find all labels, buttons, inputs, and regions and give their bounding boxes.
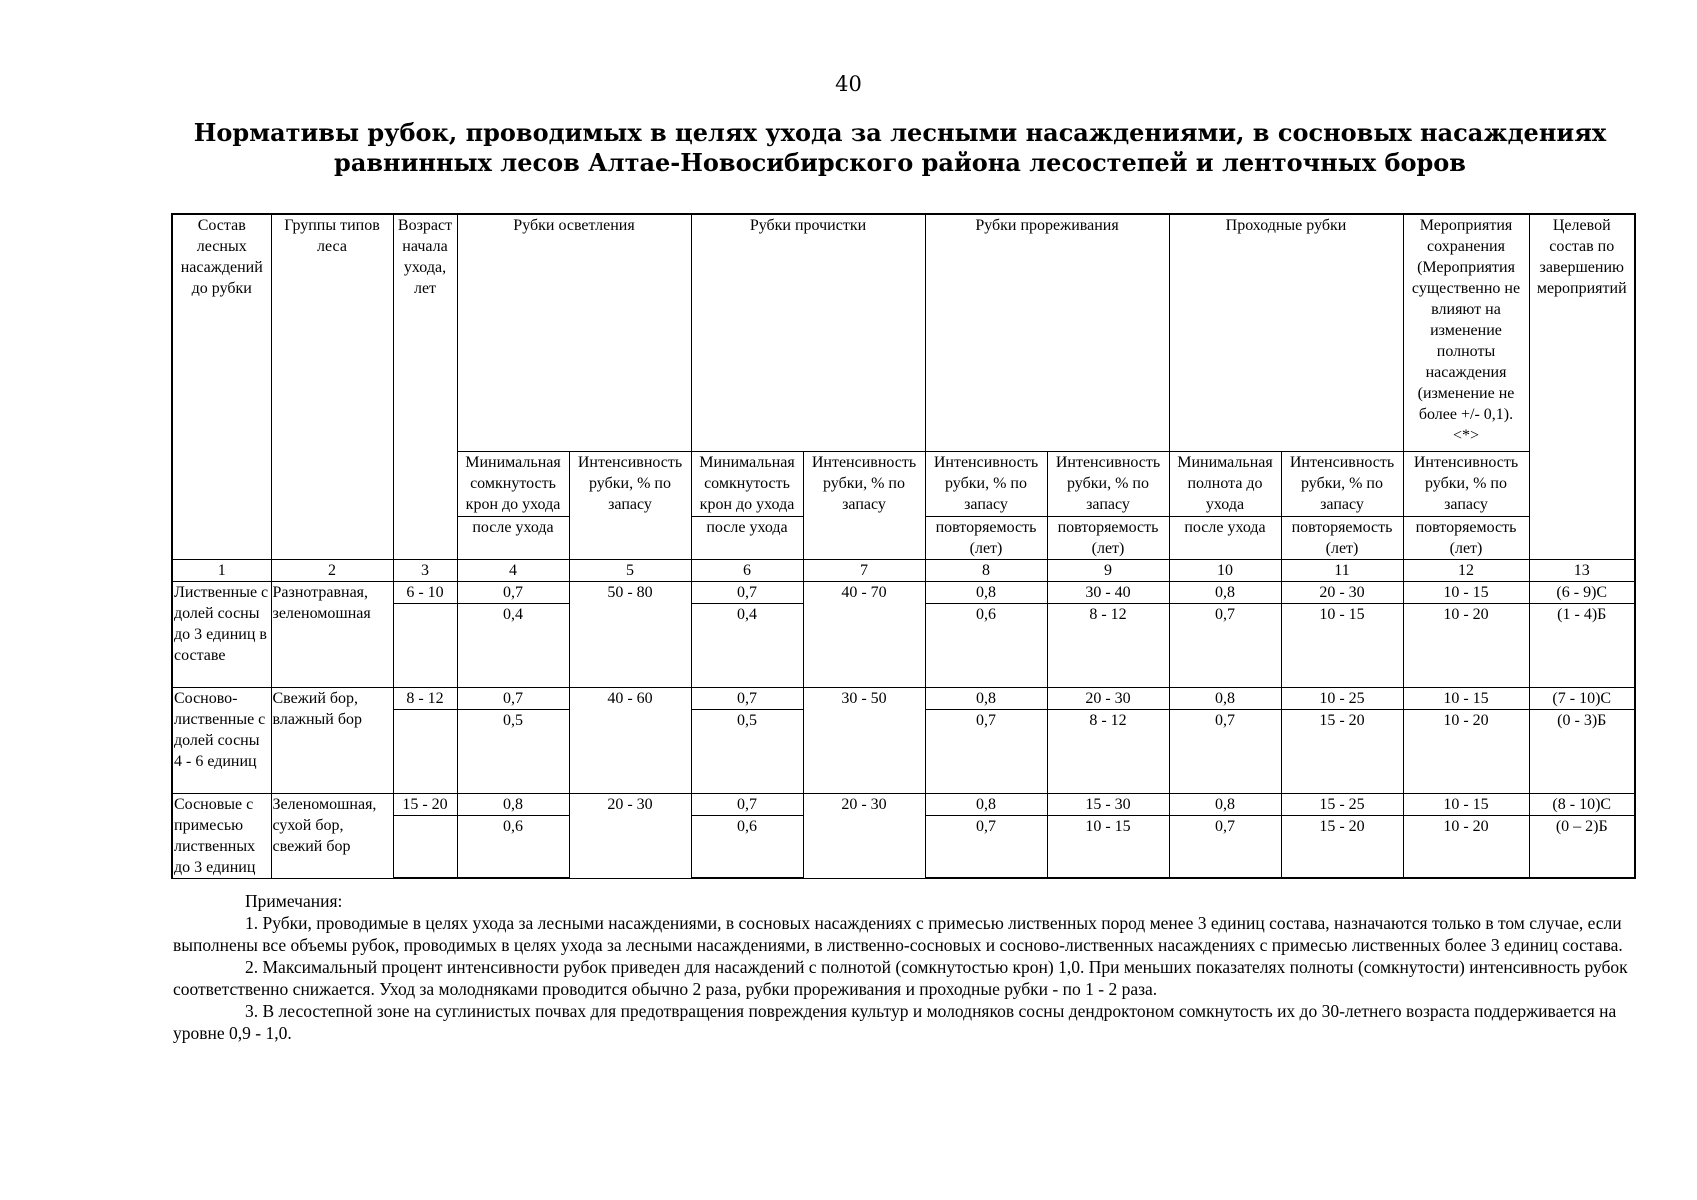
table-cell: (6 - 9)С — [1529, 581, 1635, 603]
header-after-care: после ухода — [1169, 516, 1281, 559]
header-intensity: Интенсивность рубки, % по запасу — [1281, 451, 1403, 516]
table-cell: (8 - 10)С — [1529, 793, 1635, 815]
notes — [173, 890, 1628, 1044]
table-cell: 30 - 50 — [803, 687, 925, 793]
table-cell: 40 - 70 — [803, 581, 925, 687]
table-cell: 0,7 — [457, 687, 569, 709]
start-age-cell — [393, 815, 457, 878]
table-cell: 10 - 15 — [1403, 793, 1529, 815]
header-repeat: повторяемость (лет) — [1281, 516, 1403, 559]
note-1: 1. Рубки, проводимые в целях ухода за лесными насаждениями, в сосновых насаждениях с примесью лиственных пород менее 3 единиц состава, назначаются только в том случае, если выполнены все объемы рубок, проводимых в целях ухода за лесными насаждениями, в лиственно-сосновых и сосново-лиственных насаждениях с примесью лиственных более 3 единиц состава. — [173, 913, 1623, 955]
header-start-age: Возраст начала ухода, лет — [393, 214, 457, 559]
header-target-composition: Целевой состав по завершению мероприятий — [1529, 214, 1635, 559]
start-age-cell — [393, 709, 457, 793]
header-intensity: Интенсивность рубки, % по запасу — [1047, 451, 1169, 516]
table-cell: 0,7 — [457, 581, 569, 603]
table-cell: (7 - 10)С — [1529, 687, 1635, 709]
column-number: 8 — [925, 559, 1047, 581]
composition-cell: Сосновые с примесью лиственных до 3 единиц — [172, 793, 271, 878]
header-after-care: после ухода — [457, 516, 569, 559]
column-number: 7 — [803, 559, 925, 581]
table-cell: 0,4 — [691, 603, 803, 687]
table-cell: 8 - 12 — [1047, 603, 1169, 687]
column-number: 9 — [1047, 559, 1169, 581]
table-cell: 0,7 — [925, 815, 1047, 878]
column-number: 10 — [1169, 559, 1281, 581]
title-line-2: равнинных лесов Алтае-Новосибирского района лесостепей и ленточных боров — [334, 148, 1466, 177]
composition-cell: Сосново-лиственные с долей сосны 4 - 6 единиц — [172, 687, 271, 793]
header-intensity: Интенсивность рубки, % по запасу — [803, 451, 925, 559]
header-intensity: Интенсивность рубки, % по запасу — [569, 451, 691, 559]
page-number: 40 — [835, 72, 862, 96]
header-intensity: Интенсивность рубки, % по запасу — [925, 451, 1047, 516]
start-age-cell — [393, 603, 457, 687]
table-cell: 40 - 60 — [569, 687, 691, 793]
column-number: 13 — [1529, 559, 1635, 581]
table-cell: (0 – 2)Б — [1529, 815, 1635, 878]
table-cell: 0,8 — [925, 687, 1047, 709]
forest-type-cell: Зеленомошная, сухой бор, свежий бор — [271, 793, 393, 878]
table-cell: 0,8 — [1169, 581, 1281, 603]
header-repeat: повторяемость (лет) — [1403, 516, 1529, 559]
table-cell: (0 - 3)Б — [1529, 709, 1635, 793]
table-cell: 10 - 20 — [1403, 603, 1529, 687]
table-cell: 10 - 15 — [1403, 687, 1529, 709]
table-cell: 0,8 — [1169, 793, 1281, 815]
table-cell: 10 - 15 — [1281, 603, 1403, 687]
table-cell: 20 - 30 — [569, 793, 691, 878]
header-min-closure: Минимальная сомкнутость крон до ухода — [691, 451, 803, 516]
table-cell: 0,6 — [457, 815, 569, 878]
table-cell: 50 - 80 — [569, 581, 691, 687]
column-number: 4 — [457, 559, 569, 581]
table-cell: 20 - 30 — [803, 793, 925, 878]
table-cell: 0,6 — [925, 603, 1047, 687]
table-cell: 0,6 — [691, 815, 803, 878]
table-cell: 30 - 40 — [1047, 581, 1169, 603]
table-cell: 0,7 — [1169, 603, 1281, 687]
header-intensity: Интенсивность рубки, % по запасу — [1403, 451, 1529, 516]
column-number: 11 — [1281, 559, 1403, 581]
table-cell: 0,7 — [1169, 815, 1281, 878]
table-cell: 0,7 — [1169, 709, 1281, 793]
table-cell: 15 - 20 — [1281, 815, 1403, 878]
header-min-density: Минимальная полнота до ухода — [1169, 451, 1281, 516]
table-cell: 10 - 15 — [1403, 581, 1529, 603]
header-repeat: повторяемость (лет) — [1047, 516, 1169, 559]
table-cell: 10 - 20 — [1403, 815, 1529, 878]
start-age-cell: 8 - 12 — [393, 687, 457, 709]
start-age-cell: 15 - 20 — [393, 793, 457, 815]
note-2: 2. Максимальный процент интенсивности рубок приведен для насаждений с полнотой (сомкнутостью крон) 1,0. При меньших показателях полноты (сомкнутости) интенсивность рубок соответственно снижается. Уход за молодняками проводится обычно 2 раза, рубки прореживания и проходные рубки - по 1 - 2 раза. — [173, 957, 1628, 999]
column-number: 1 — [172, 559, 271, 581]
header-group-prorezhivanie: Рубки прореживания — [925, 214, 1169, 451]
table-cell: 20 - 30 — [1047, 687, 1169, 709]
header-group-prohodnye: Проходные рубки — [1169, 214, 1403, 451]
table-cell: 0,7 — [691, 793, 803, 815]
table-cell: 10 - 20 — [1403, 709, 1529, 793]
composition-cell: Лиственные с долей сосны до 3 единиц в составе — [172, 581, 271, 687]
table-cell: 0,4 — [457, 603, 569, 687]
table-cell: 0,5 — [691, 709, 803, 793]
table-cell: 8 - 12 — [1047, 709, 1169, 793]
table-cell: 0,8 — [457, 793, 569, 815]
table-cell: 0,7 — [691, 581, 803, 603]
table-cell: 0,7 — [925, 709, 1047, 793]
table-cell: 15 - 30 — [1047, 793, 1169, 815]
table-cell: 20 - 30 — [1281, 581, 1403, 603]
header-after-care: после ухода — [691, 516, 803, 559]
header-group-prochistka: Рубки прочистки — [691, 214, 925, 451]
table-cell: 0,7 — [691, 687, 803, 709]
column-number: 6 — [691, 559, 803, 581]
forest-type-cell: Разнотравная, зеленомошная — [271, 581, 393, 687]
header-group-osvetlenie: Рубки осветления — [457, 214, 691, 451]
note-3: 3. В лесостепной зоне на суглинистых почвах для предотвращения повреждения культур и молодняков сосны дендроктоном сомкнутость их до 30-летнего возраста поддерживается на уровне 0,9 - 1,0. — [173, 1001, 1617, 1043]
column-number: 12 — [1403, 559, 1529, 581]
header-preservation: Мероприятия сохранения (Мероприятия существенно не влияют на изменение полноты насаждения (изменение не более +/- 0,1). <*> — [1403, 214, 1529, 451]
document-title — [170, 118, 1630, 178]
table-cell: 15 - 20 — [1281, 709, 1403, 793]
table-cell: 0,5 — [457, 709, 569, 793]
column-number: 3 — [393, 559, 457, 581]
header-composition: Состав лесных насаждений до рубки — [172, 214, 271, 559]
start-age-cell: 6 - 10 — [393, 581, 457, 603]
table-cell: 10 - 25 — [1281, 687, 1403, 709]
column-number: 5 — [569, 559, 691, 581]
table-cell: 10 - 15 — [1047, 815, 1169, 878]
norms-table — [171, 213, 1636, 879]
table-cell: 0,8 — [1169, 687, 1281, 709]
column-number: 2 — [271, 559, 393, 581]
header-repeat: повторяемость (лет) — [925, 516, 1047, 559]
notes-heading: Примечания: — [245, 891, 343, 911]
table-cell: 0,8 — [925, 581, 1047, 603]
header-forest-type: Группы типов леса — [271, 214, 393, 559]
title-line-1: Нормативы рубок, проводимых в целях ухода за лесными насаждениями, в сосновых насаждениях — [193, 118, 1607, 147]
table-cell: 15 - 25 — [1281, 793, 1403, 815]
forest-type-cell: Свежий бор, влажный бор — [271, 687, 393, 793]
table-cell: 0,8 — [925, 793, 1047, 815]
table-cell: (1 - 4)Б — [1529, 603, 1635, 687]
header-min-closure: Минимальная сомкнутость крон до ухода — [457, 451, 569, 516]
